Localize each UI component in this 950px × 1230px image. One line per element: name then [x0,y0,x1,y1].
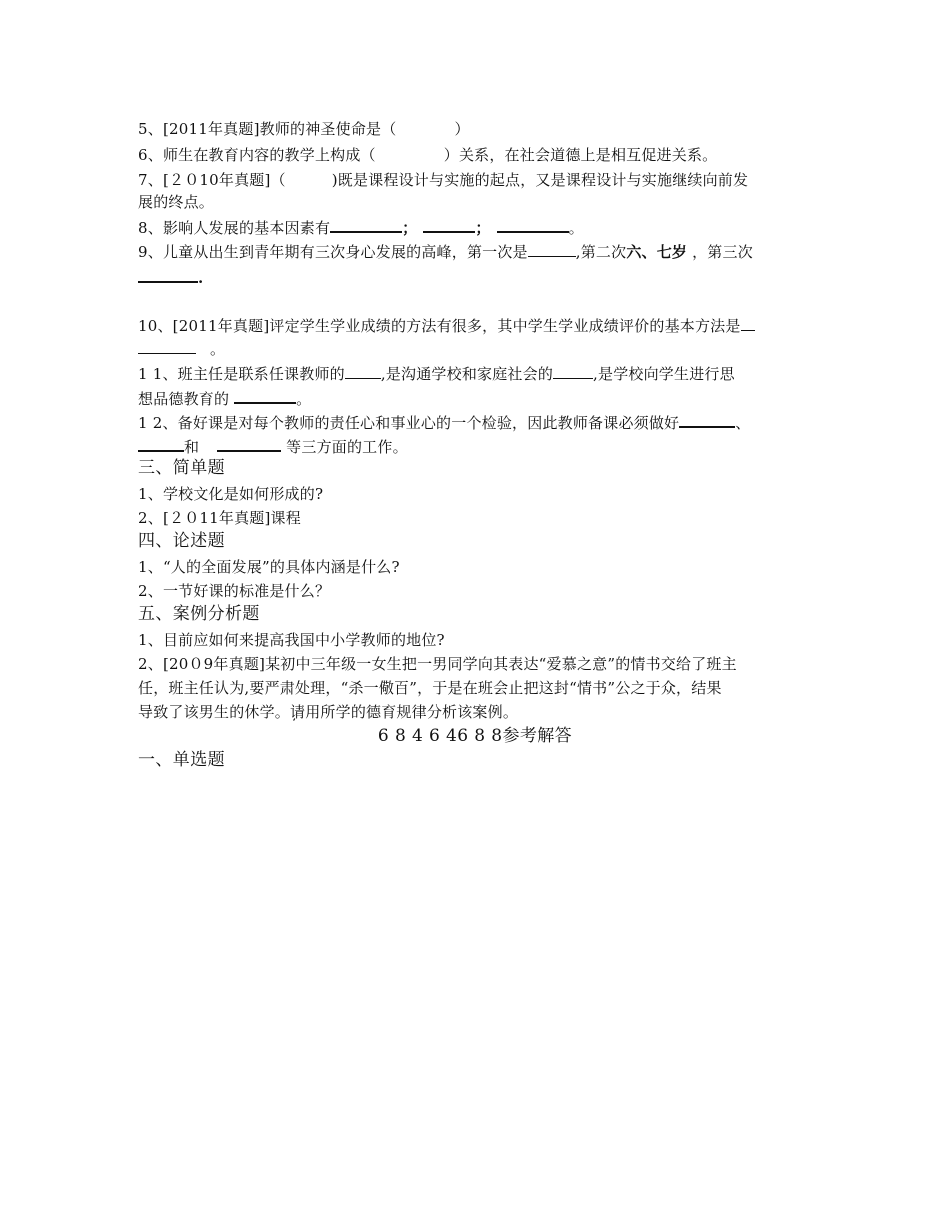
question-8 [138,216,584,238]
question-12-text: 1 2、备好课是对每个教师的责任心和事业心的一个检验，因此教师备课必须做好 [138,414,680,432]
question-6 [138,145,717,165]
question-10 [138,315,755,336]
section-4-item-2: 2、一节好课的标准是什么？ [138,582,331,600]
question-11-blank-3 [234,387,296,404]
question-11-text: 1 1、班主任是联系任课教师的 [138,365,345,383]
question-11-text-3: ,是学校向学生进行思 [593,365,735,383]
answers-title: 6 8 4 6 46 8 8参考解答 [377,726,573,746]
question-8-blank-2 [423,216,475,233]
question-10-text: 10、[2011年真题]评定学生学业成绩的方法有很多，其中学生学业成绩评价的基本方法是 [138,317,741,335]
section-4-title: 四、论述题 [138,531,225,551]
question-9-bold-answer: 六、七岁 [626,243,688,261]
question-5-close: ） [454,120,470,138]
question-8-sep-1: ； [402,219,418,237]
question-12-line2 [138,435,408,457]
section-3-item-2: 2、[２０11年真题]课程 [138,509,301,527]
question-8-blank-3 [497,216,569,233]
section-5-item-2: 2、[20０9年真题]某初中三年级一女生把一男同学向其表达“爱慕之意”的情书交给了班主 [138,655,737,673]
question-10-blank [138,338,196,354]
question-12 [138,411,750,433]
question-11-text-4: 想品德教育的 [138,390,235,408]
question-12-sep: 、 [735,414,751,432]
question-9-line2 [138,266,203,288]
question-9-text-3: ，第三次 [687,243,753,261]
question-7-text-end: )既是课程设计与实施的起点，又是课程设计与实施继续向前发 [331,171,749,189]
question-11-end: 。 [296,390,312,408]
question-12-blank-1 [679,411,735,428]
section-3-item-1: 1、学校文化是如何形成的? [138,485,324,503]
question-5 [138,119,470,139]
question-10-line2 [138,338,225,359]
question-9-blank-2 [138,266,198,283]
section-3-title: 三、简单题 [138,458,225,478]
question-6-text: 6、师生在教育内容的教学上构成（ [138,146,376,164]
question-9-text: 9、儿童从出生到青年期有三次身心发展的高峰，第一次是 [138,243,528,261]
question-9-end: . [198,269,204,287]
question-9-text-2: ,第二次 [575,243,627,261]
question-10-end: 。 [210,340,226,358]
question-6-text-end: ）关系，在社会道德上是相互促进关系。 [443,146,718,164]
section-5-item-2-line3 [138,702,518,724]
question-5-text: 5、[2011年真题]教师的神圣使命是（ [138,120,397,138]
question-8-text: 8、影响人发展的基本因素有 [138,219,331,237]
question-8-end: 。 [568,219,584,237]
question-12-blank-2 [138,435,184,452]
question-12-end: 等三方面的工作。 [281,438,408,456]
question-7 [138,170,748,190]
question-11-line2 [138,387,311,409]
question-12-blank-3 [217,435,281,452]
section-5-item-2-line3-text: 导致了该男生的休学。 [138,703,291,721]
section-1-title: 一、单选题 [138,750,225,770]
section-4-item-1: 1、“人的全面发展”的具体内涵是什么? [138,558,400,576]
question-11-blank-2 [553,363,593,379]
question-11-blank-1 [345,363,381,379]
question-8-blank-1 [330,216,402,233]
section-5-item-2-line3-end: 请用所学的德育规律分析该案例。 [290,703,519,721]
question-9 [138,241,753,262]
question-7-line2: 展的终点。 [138,193,215,211]
question-9-blank-1 [528,241,576,257]
question-12-and: 和 [184,438,200,456]
section-5-title: 五、案例分析题 [138,604,260,624]
section-5-item-1: 1、目前应如何来提高我国中小学教师的地位? [138,631,445,649]
question-10-blank-start [741,315,755,331]
question-7-text: 7、[２０10年真题]（ [138,171,286,189]
section-5-item-2-line2: 任，班主任认为,要严肃处理，“杀一儆百”，于是在班会止把这封“情书”公之于众，结果 [138,679,722,697]
question-11-text-2: ,是沟通学校和家庭社会的 [380,365,554,383]
question-11 [138,363,735,384]
question-8-sep-2: ； [475,219,491,237]
